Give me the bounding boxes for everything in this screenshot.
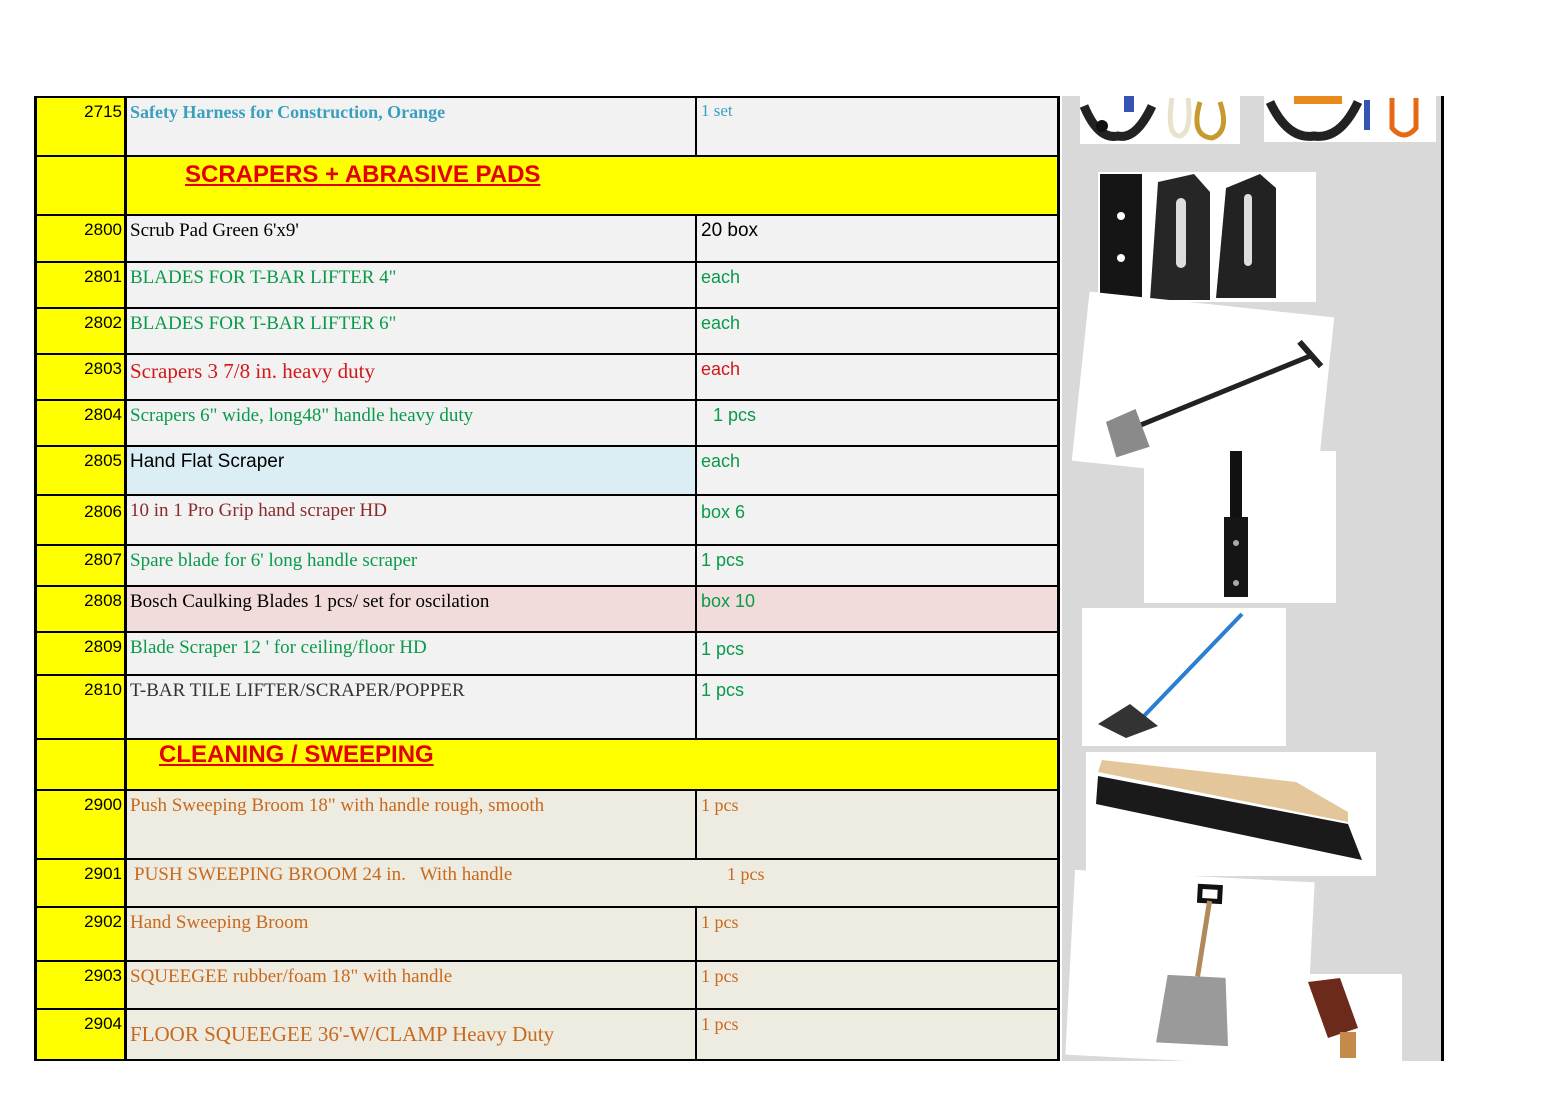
item-description: T-BAR TILE LIFTER/SCRAPER/POPPER bbox=[127, 676, 697, 738]
item-quantity: 1 pcs bbox=[697, 546, 1060, 585]
item-quantity: 1 pcs bbox=[727, 864, 765, 884]
item-description: Scrapers 6" wide, long48" handle heavy duty bbox=[127, 401, 697, 445]
item-description: PUSH SWEEPING BROOM 24 in. With handle bbox=[134, 864, 513, 885]
item-number: 2804 bbox=[34, 401, 127, 445]
safety-harness-orange-photo bbox=[1264, 96, 1436, 142]
item-quantity: 1 pcs bbox=[697, 633, 1060, 674]
item-number: 2802 bbox=[34, 309, 127, 353]
product-images-panel bbox=[1062, 96, 1441, 1061]
item-description: Spare blade for 6' long handle scraper bbox=[127, 546, 697, 585]
item-quantity: each bbox=[697, 447, 1060, 494]
section-title-cell bbox=[127, 157, 1060, 214]
item-number: 2903 bbox=[34, 962, 127, 1008]
table-row bbox=[34, 631, 1060, 674]
section-header-row bbox=[34, 738, 1060, 789]
section-title: SCRAPERS + ABRASIVE PADS bbox=[185, 161, 541, 188]
item-number: 2808 bbox=[34, 587, 127, 631]
item-number: 2803 bbox=[34, 355, 127, 399]
table-row bbox=[34, 445, 1060, 494]
item-quantity: 1 pcs bbox=[697, 791, 1060, 858]
item-number: 2806 bbox=[34, 496, 127, 544]
section-number-cell bbox=[34, 157, 127, 214]
item-quantity: each bbox=[697, 263, 1060, 307]
item-description: 10 in 1 Pro Grip hand scraper HD bbox=[127, 496, 697, 544]
safety-harness-photo bbox=[1080, 96, 1240, 144]
item-number: 2900 bbox=[34, 791, 127, 858]
hand-broom-photo bbox=[1296, 974, 1402, 1061]
item-quantity: each bbox=[697, 309, 1060, 353]
table-row bbox=[34, 353, 1060, 399]
table-row bbox=[34, 674, 1060, 738]
item-description: Scrapers 3 7/8 in. heavy duty bbox=[127, 355, 697, 399]
merged-row-cell bbox=[127, 860, 1060, 906]
section-title-cell bbox=[127, 740, 1060, 789]
scraper-blades-photo bbox=[1098, 172, 1316, 302]
table-row bbox=[34, 399, 1060, 445]
item-quantity: box 6 bbox=[697, 496, 1060, 544]
item-description: Bosch Caulking Blades 1 pcs/ set for oscilation bbox=[127, 587, 697, 631]
item-description: SQUEEGEE rubber/foam 18" with handle bbox=[127, 962, 697, 1008]
table-row bbox=[34, 906, 1060, 960]
table-row bbox=[34, 214, 1060, 261]
table-row bbox=[34, 494, 1060, 544]
item-description: BLADES FOR T-BAR LIFTER 6" bbox=[127, 309, 697, 353]
item-quantity: box 10 bbox=[697, 587, 1060, 631]
snow-shovel-photo bbox=[1065, 870, 1314, 1067]
table-row bbox=[34, 96, 1060, 155]
item-number: 2807 bbox=[34, 546, 127, 585]
table-row bbox=[34, 960, 1060, 1008]
image-panel-border bbox=[1441, 96, 1444, 1061]
table-row bbox=[34, 544, 1060, 585]
push-broom-head-photo bbox=[1086, 752, 1376, 876]
item-quantity: each bbox=[697, 355, 1060, 399]
table-row bbox=[34, 1008, 1060, 1061]
ceiling-tile-scraper-photo bbox=[1082, 608, 1286, 746]
section-header-row bbox=[34, 155, 1060, 214]
item-quantity: 1 pcs bbox=[697, 676, 1060, 738]
table-row bbox=[34, 585, 1060, 631]
item-quantity: 1 pcs bbox=[697, 1010, 1060, 1059]
item-description: Push Sweeping Broom 18" with handle rough, smooth bbox=[127, 791, 697, 858]
price-sheet-table bbox=[34, 96, 1060, 1061]
item-number: 2801 bbox=[34, 263, 127, 307]
item-description: BLADES FOR T-BAR LIFTER 4" bbox=[127, 263, 697, 307]
item-quantity: 1 set bbox=[697, 98, 1060, 155]
item-number: 2901 bbox=[34, 860, 127, 906]
item-number: 2904 bbox=[34, 1010, 127, 1059]
scraper-handle-socket-photo bbox=[1144, 451, 1336, 603]
item-number: 2902 bbox=[34, 908, 127, 960]
item-description: Scrub Pad Green 6'x9' bbox=[127, 216, 697, 261]
item-number: 2800 bbox=[34, 216, 127, 261]
item-quantity: 20 box bbox=[697, 216, 1060, 261]
item-quantity: 1 pcs bbox=[697, 962, 1060, 1008]
item-number: 2715 bbox=[34, 98, 127, 155]
item-description: Hand Sweeping Broom bbox=[127, 908, 697, 960]
item-description: Hand Flat Scraper bbox=[127, 447, 697, 494]
table-row bbox=[34, 858, 1060, 906]
item-description: Safety Harness for Construction, Orange bbox=[127, 98, 697, 155]
item-number: 2810 bbox=[34, 676, 127, 738]
item-number: 2805 bbox=[34, 447, 127, 494]
item-description: Blade Scraper 12 ' for ceiling/floor HD bbox=[127, 633, 697, 674]
table-row bbox=[34, 789, 1060, 858]
item-number: 2809 bbox=[34, 633, 127, 674]
section-title: CLEANING / SWEEPING bbox=[159, 741, 434, 768]
table-row bbox=[34, 307, 1060, 353]
item-quantity: 1 pcs bbox=[697, 401, 1060, 445]
section-number-cell bbox=[34, 740, 127, 789]
item-description: FLOOR SQUEEGEE 36'-W/CLAMP Heavy Duty bbox=[127, 1010, 697, 1059]
table-row bbox=[34, 261, 1060, 307]
item-quantity: 1 pcs bbox=[697, 908, 1060, 960]
